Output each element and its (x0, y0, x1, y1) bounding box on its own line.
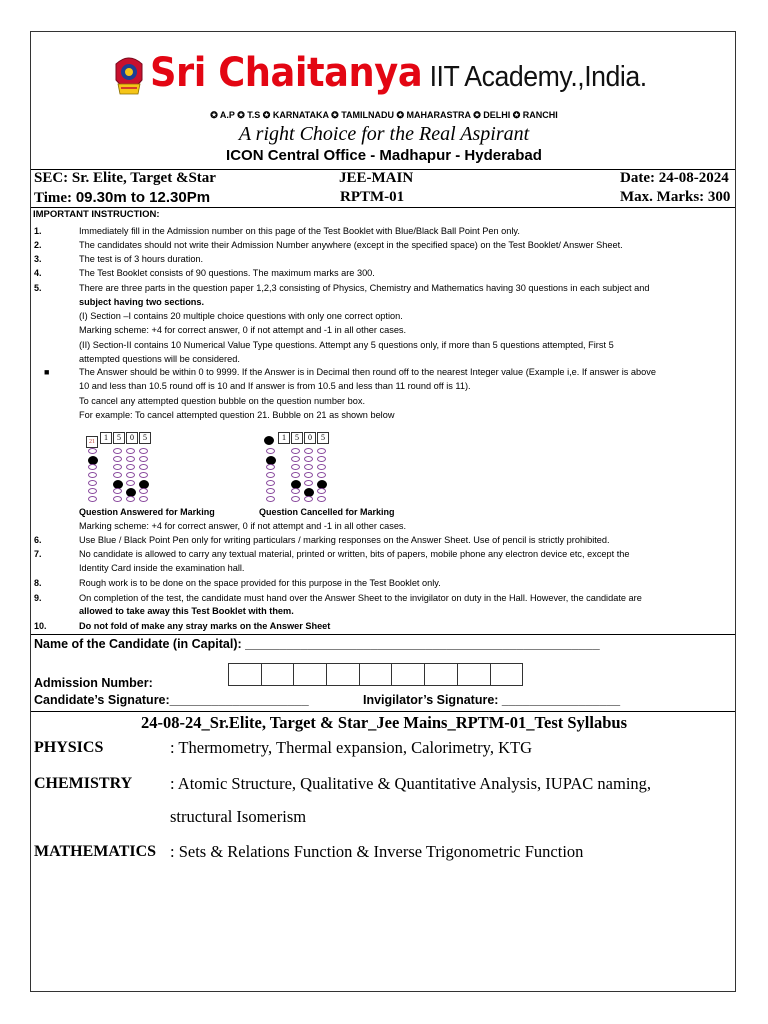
omr-bubble (126, 448, 135, 454)
omr-bubble (139, 472, 148, 478)
omr-bubble (304, 456, 313, 462)
instruction-number: 6. (34, 535, 42, 545)
instruction-2: The candidates should not write their Admission Number anywhere (except in the specified space) on the Test Booklet/ Answer Sheet. (79, 240, 623, 250)
admission-digit-box[interactable] (359, 663, 393, 686)
instruction-5a: There are three parts in the question paper 1,2,3 consisting of Physics, Chemistry and Mathematics having 30 questions in each subject and (79, 283, 650, 293)
chemistry-label: CHEMISTRY (34, 775, 133, 792)
omr-bubble (304, 496, 313, 502)
omr-bubble (126, 456, 135, 462)
divider (31, 634, 735, 635)
omr-bubble (126, 472, 135, 478)
omr-bubble (291, 456, 300, 462)
admission-digit-box[interactable] (457, 663, 491, 686)
instruction-9b: allowed to take away this Test Booklet with them. (79, 606, 294, 616)
omr-digit-box: 1 (278, 432, 290, 444)
omr-bubble (88, 472, 97, 478)
mathematics-topics: : Sets & Relations Function & Inverse Trigonometric Function (170, 842, 584, 861)
omr-bubble (139, 448, 148, 454)
instruction-number: 10. (34, 621, 47, 631)
omr-bubble (126, 464, 135, 470)
instruction-5b: subject having two sections. (79, 297, 205, 307)
institute-emblem-icon (112, 54, 146, 98)
omr-bubble (113, 448, 122, 454)
instruction-10: Do not fold of make any stray marks on the Answer Sheet (79, 621, 331, 631)
admission-digit-box[interactable] (391, 663, 425, 686)
omr-bubble (266, 480, 275, 486)
instruction-5f: attempted questions will be considered. (79, 354, 240, 364)
instruction-3: The test is of 3 hours duration. (79, 254, 204, 264)
omr-bubble (113, 456, 122, 462)
omr-digit-box: 5 (139, 432, 151, 444)
admission-digit-box[interactable] (424, 663, 458, 686)
chemistry-topics-cont: structural Isomerism (170, 807, 307, 826)
omr-digit-box: 5 (291, 432, 303, 444)
instruction-number: 9. (34, 593, 42, 603)
omr-cancelled-example (264, 432, 344, 502)
omr-bubble (88, 480, 97, 486)
omr-digit-box: 0 (304, 432, 316, 444)
omr-bubble (304, 480, 313, 486)
omr-bubble (266, 448, 275, 454)
states-list: ✪ A.P ✪ T.S ✪ KARNATAKA ✪ TAMILNADU ✪ MAHARASTRA ✪ DELHI ✪ RANCHI (210, 110, 558, 120)
omr-bubble (304, 448, 313, 454)
admission-digit-box[interactable] (490, 663, 524, 686)
omr-bubble (266, 472, 275, 478)
omr-bubble (88, 464, 97, 470)
cancel-bubble (264, 436, 274, 445)
omr-digit-box: 1 (100, 432, 112, 444)
instruction-number: 3. (34, 254, 42, 264)
divider (31, 207, 735, 208)
admission-digit-box[interactable] (261, 663, 295, 686)
omr-bubble (113, 488, 122, 494)
omr-bubble (139, 456, 148, 462)
omr-bubble (266, 496, 275, 502)
instruction-bullet-3: To cancel any attempted question bubble on the question number box. (79, 396, 366, 406)
admission-digit-box[interactable] (293, 663, 327, 686)
omr-bubble (317, 448, 326, 454)
omr-bubble (291, 448, 300, 454)
admission-digit-box[interactable] (228, 663, 262, 686)
admission-number-boxes[interactable] (229, 663, 523, 686)
instruction-7b: Identity Card inside the examination hall. (79, 563, 245, 573)
omr-bubble (139, 464, 148, 470)
omr-bubble (317, 496, 326, 502)
exam-date: Date: 24-08-2024 (620, 170, 729, 186)
instruction-7a: No candidate is allowed to carry any textual material, printed or written, bits of papers, mobile phone any electron device etc, except the (79, 549, 630, 559)
candidate-name-field[interactable]: Name of the Candidate (in Capital): ___________________________________________________ (34, 637, 600, 651)
instruction-number: 7. (34, 549, 42, 559)
instruction-6: Use Blue / Black Point Pen only for writing particulars / marking responses on the Answer Sheet. Use of pencil is strictly prohibited. (79, 535, 610, 545)
instruction-number: 2. (34, 240, 42, 250)
omr-bubble (291, 488, 300, 494)
omr-bubble (113, 472, 122, 478)
omr-bubble (113, 464, 122, 470)
section-label: SEC: Sr. Elite, Target &Star (34, 170, 216, 186)
instruction-number: 4. (34, 268, 42, 278)
physics-topics: : Thermometry, Thermal expansion, Calorimetry, KTG (170, 738, 532, 757)
question-number-box: 21 (86, 436, 98, 448)
syllabus-title: 24-08-24_Sr.Elite, Target & Star_Jee Mains_RPTM-01_Test Syllabus (141, 713, 627, 732)
omr-bubble (291, 496, 300, 502)
omr-digit-box: 0 (126, 432, 138, 444)
test-code: RPTM-01 (340, 189, 405, 205)
omr-bubble (88, 448, 97, 454)
caption-cancelled: Question Cancelled for Marking (259, 507, 395, 517)
instruction-8: Rough work is to be done on the space provided for this purpose in the Test Booklet only. (79, 578, 441, 588)
brand-suffix: IIT Academy.,India. (429, 61, 647, 93)
omr-bubble (317, 456, 326, 462)
instruction-bullet-4: For example: To cancel attempted question 21. Bubble on 21 as shown below (79, 410, 395, 420)
omr-digit-box: 5 (317, 432, 329, 444)
exam-type: JEE-MAIN (339, 170, 414, 186)
exam-time (34, 189, 210, 207)
omr-bubble (113, 496, 122, 502)
tagline: A right Choice for the Real Aspirant (238, 123, 530, 145)
instruction-5c: (I) Section –I contains 20 multiple choice questions with only one correct option. (79, 311, 403, 321)
office-line: ICON Central Office - Madhapur - Hyderabad (226, 147, 542, 164)
admission-number-label: Admission Number: (34, 676, 153, 690)
omr-bubble (266, 488, 275, 494)
admission-digit-box[interactable] (326, 663, 360, 686)
omr-digit-box: 5 (113, 432, 125, 444)
marking-scheme: Marking scheme: +4 for correct answer, 0 if not attempt and -1 in all other cases. (79, 521, 407, 531)
omr-bubble (139, 488, 148, 494)
omr-bubble (291, 464, 300, 470)
omr-bubble (304, 472, 313, 478)
caption-answered: Question Answered for Marking (79, 507, 215, 517)
bullet-icon: ■ (44, 367, 50, 377)
brand-name: Sri Chaitanya (150, 50, 423, 96)
omr-bubble (126, 496, 135, 502)
instruction-number: 8. (34, 578, 42, 588)
omr-bubble (126, 480, 135, 486)
omr-bubble (266, 464, 275, 470)
instruction-bullet-2: 10 and less than 10.5 round off is 10 and If answer is from 10.5 and less than 11 round off is 11). (79, 381, 471, 391)
instruction-1: Immediately fill in the Admission number on this page of the Test Booklet with Blue/Black Ball Point Pen only. (79, 226, 520, 236)
mathematics-label: MATHEMATICS (34, 843, 157, 860)
instruction-5e: (II) Section-II contains 10 Numerical Value Type questions. Attempt any 5 questions only, if more than 5 questions attempted, First 5 (79, 340, 614, 350)
omr-bubble (139, 496, 148, 502)
omr-bubble (291, 472, 300, 478)
instruction-number: 5. (34, 283, 42, 293)
omr-bubble (317, 464, 326, 470)
instruction-5d: Marking scheme: +4 for correct answer, 0 if not attempt and -1 in all other cases. (79, 325, 407, 335)
physics-label: PHYSICS (34, 739, 104, 756)
max-marks: Max. Marks: 300 (620, 189, 731, 205)
omr-bubble (88, 488, 97, 494)
omr-bubble (317, 488, 326, 494)
instructions-heading: IMPORTANT INSTRUCTION: (33, 209, 160, 220)
omr-bubble (88, 496, 97, 502)
omr-bubble (304, 464, 313, 470)
omr-answered-example (86, 432, 166, 502)
divider (31, 711, 735, 712)
instruction-9a: On completion of the test, the candidate must hand over the Answer Sheet to the invigilator on duty in the Hall. However, the candidate are (79, 593, 642, 603)
instruction-number: 1. (34, 226, 42, 236)
brand-title (150, 50, 647, 100)
time-label: Time: (34, 190, 76, 206)
instruction-bullet-1: The Answer should be within 0 to 9999. If the Answer is in Decimal then round off to the nearest Integer value (Example i,e. If answer is above (79, 367, 656, 377)
candidate-signature-field[interactable]: Candidate’s Signature:____________________ (34, 693, 309, 707)
omr-bubble (317, 472, 326, 478)
chemistry-topics: : Atomic Structure, Qualitative & Quantitative Analysis, IUPAC naming, (170, 774, 652, 793)
time-value: 09.30m to 12.30Pm (75, 189, 211, 206)
invigilator-signature-field[interactable]: Invigilator’s Signature: _________________ (363, 693, 621, 707)
instruction-4: The Test Booklet consists of 90 questions. The maximum marks are 300. (79, 268, 375, 278)
